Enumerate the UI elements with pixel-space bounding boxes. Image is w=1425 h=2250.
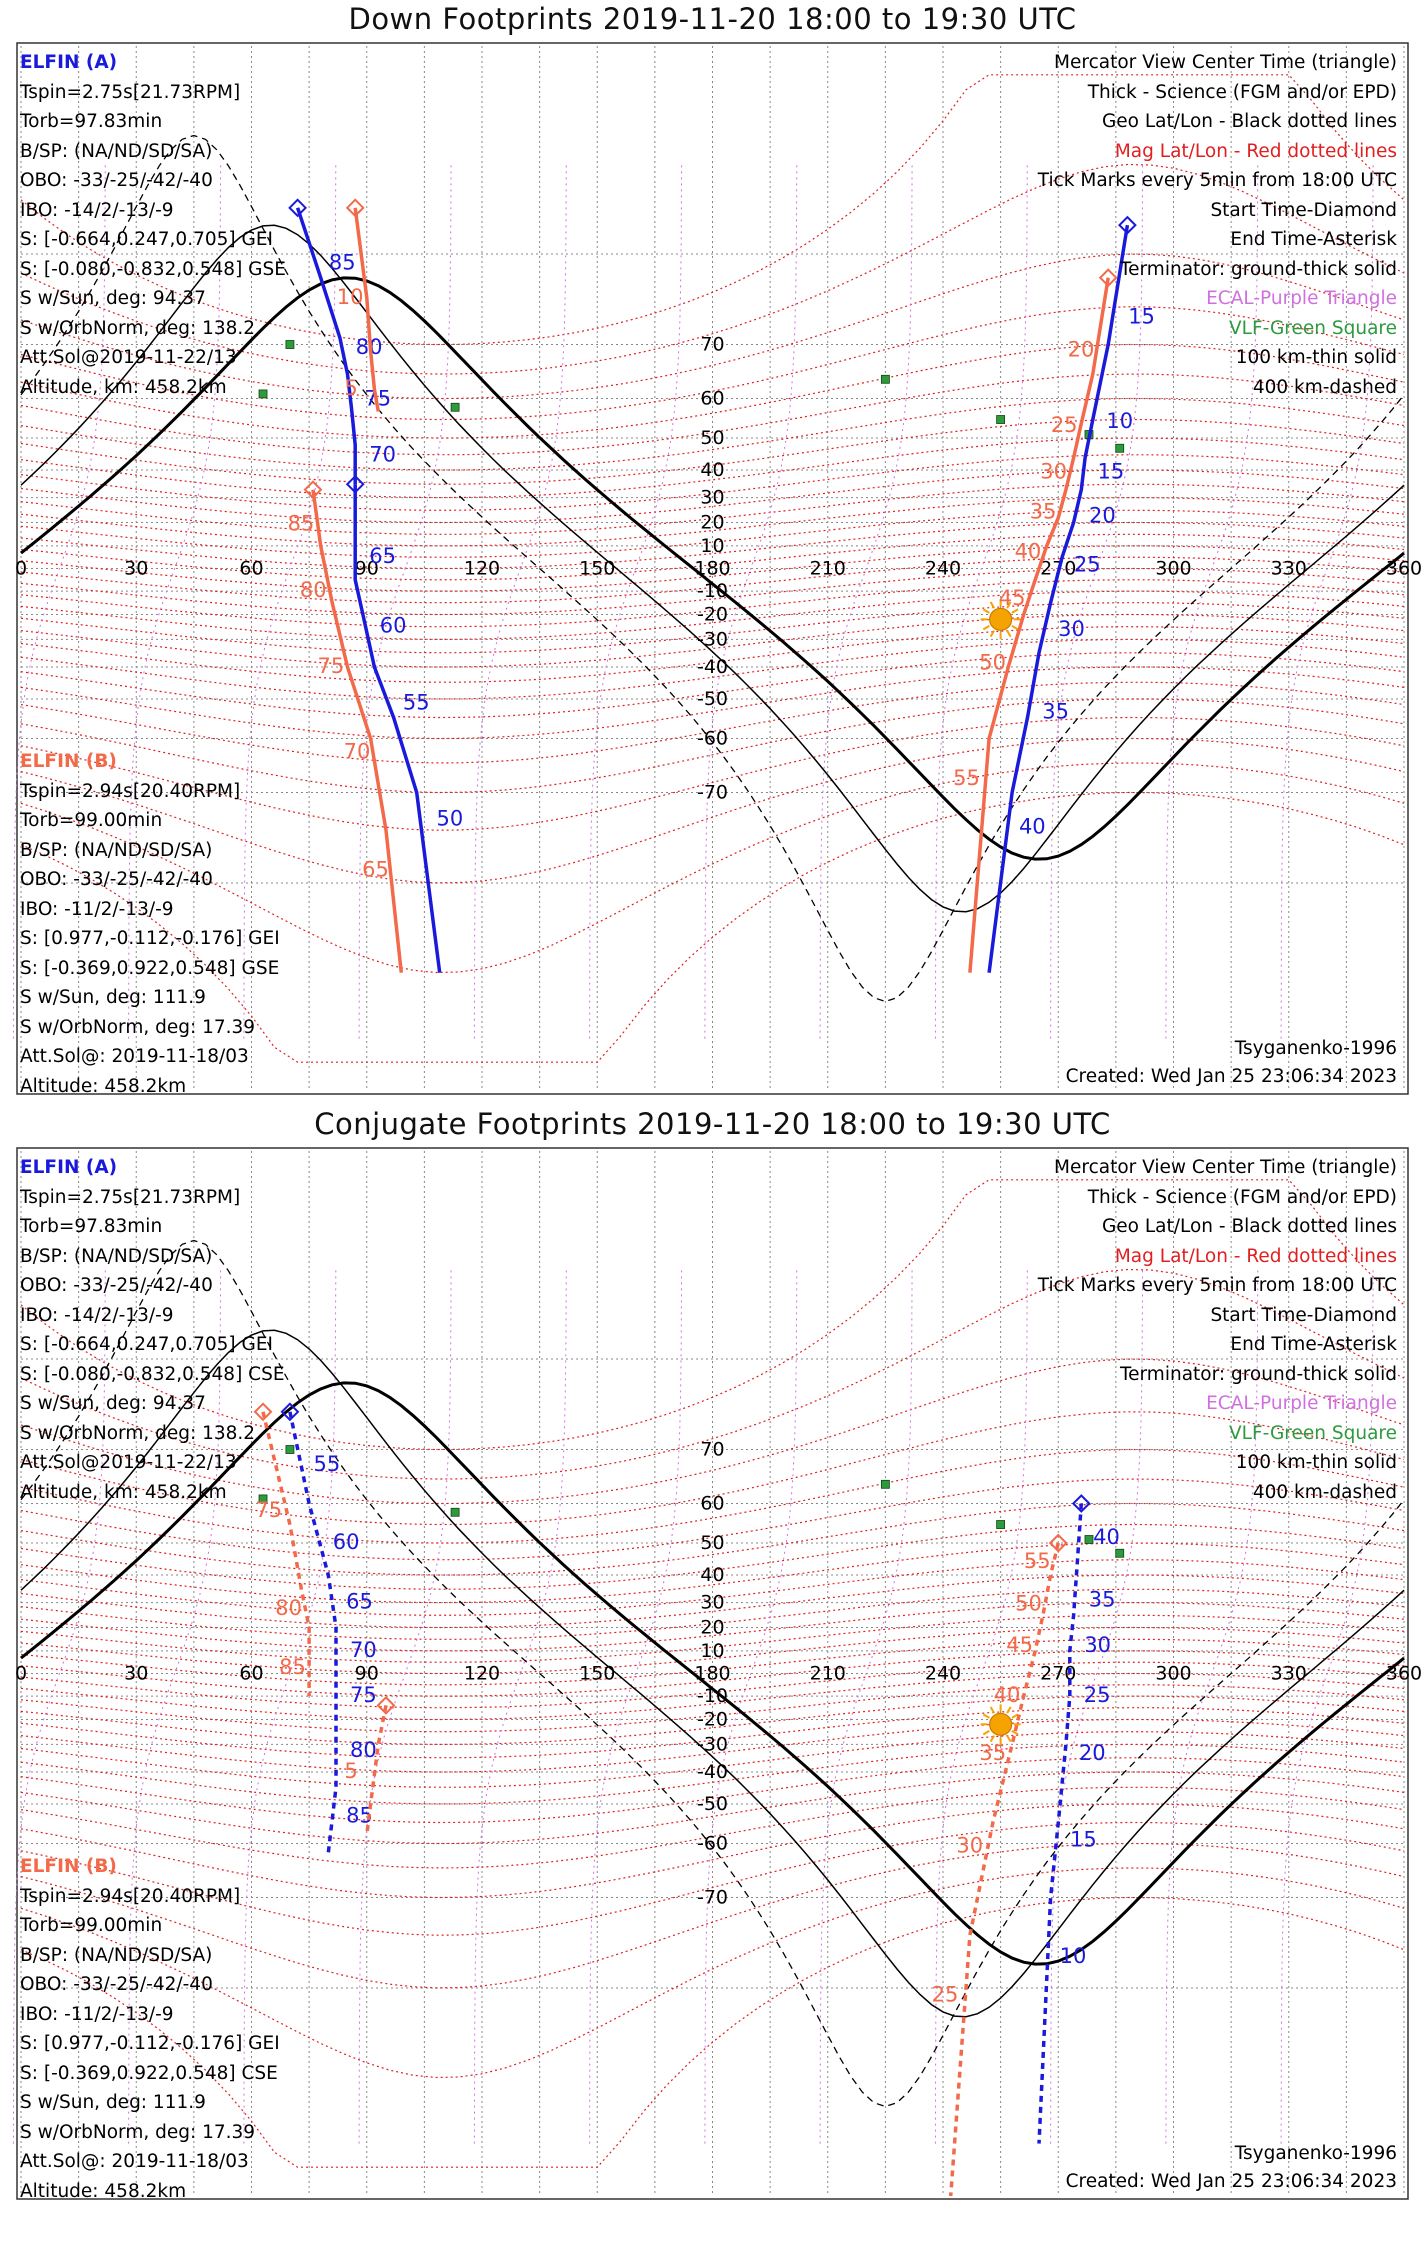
elfin-a-s-orb: S w/OrbNorm, deg: 138.2 <box>20 317 256 339</box>
tick-time-label: 35 <box>1029 499 1057 524</box>
elfin-a-s-gse: S: [-0.080,-0.832,0.548] GSE <box>20 258 286 280</box>
tick-time-label: 55 <box>953 765 980 790</box>
elfin-a-tspin: Tspin=2.75s[21.73RPM] <box>20 81 241 103</box>
x-tick-label: 120 <box>463 1662 501 1685</box>
elfin-b-s-orb: S w/OrbNorm, deg: 17.39 <box>20 2121 256 2143</box>
vlf-station-marker <box>451 1508 459 1516</box>
x-tick-label: 210 <box>809 1662 846 1685</box>
elfin-b-obo: OBO: -33/-25/-42/-40 <box>20 1974 213 1995</box>
elfin-a-bsp: B/SP: (NA/ND/SD/SA) <box>20 140 213 162</box>
elfin-a-obo: OBO: -33/-25/-42/-40 <box>20 1275 213 1296</box>
y-tick-label: -40 <box>696 1760 729 1783</box>
y-tick-label: -20 <box>696 1708 729 1731</box>
y-tick-label: -60 <box>696 1832 729 1855</box>
y-tick-label: 30 <box>700 486 725 509</box>
tick-time-label: 50 <box>436 806 464 831</box>
sun-disc <box>990 1713 1012 1735</box>
legend-science: Thick - Science (FGM and/or EPD) <box>1087 1186 1397 1208</box>
y-tick-label: 70 <box>700 333 725 356</box>
elfin-b-s-gse: S: [-0.369,0.922,0.548] GSE <box>20 957 280 979</box>
elfin-b-alt: Altitude: 458.2km <box>20 1075 187 1097</box>
x-tick-label: 90 <box>354 1662 379 1685</box>
tick-time-label: 40 <box>993 1683 1021 1708</box>
y-tick-label: -60 <box>696 727 729 750</box>
x-tick-label: 0 <box>14 557 28 580</box>
legend-view-center: Mercator View Center Time (triangle) <box>1054 1157 1397 1178</box>
tick-time-label: 70 <box>343 739 371 764</box>
created-label: Created: Wed Jan 25 23:06:34 2023 <box>1065 1066 1397 1087</box>
legend-science: Thick - Science (FGM and/or EPD) <box>1087 81 1397 103</box>
y-tick-label: -70 <box>696 781 729 804</box>
sun-disc <box>990 608 1012 630</box>
tick-time-label: 55 <box>402 690 430 715</box>
model-label: Tsyganenko-1996 <box>1234 2143 1397 2164</box>
elfin-a-att: Att.Sol@2019-11-22/13 <box>20 1452 237 1473</box>
y-tick-label: 40 <box>700 459 725 482</box>
vlf-station-marker <box>451 403 459 411</box>
tick-time-label: 85 <box>346 1803 373 1828</box>
x-tick-label: 30 <box>124 1662 149 1685</box>
elfin-b-tspin: Tspin=2.94s[20.40RPM] <box>20 1885 241 1907</box>
y-tick-label: 10 <box>700 534 725 557</box>
legend-ecal: ECAL-Purple Triangle <box>1206 288 1397 309</box>
tick-time-label: 35 <box>1042 699 1069 724</box>
elfin-a-ibo: IBO: -14/2/-13/-9 <box>20 199 174 221</box>
y-tick-label: 20 <box>700 1616 725 1639</box>
elfin-b-ibo: IBO: -11/2/-13/-9 <box>20 2003 174 2025</box>
x-tick-label: 120 <box>463 557 501 580</box>
elfin-a-s-gei: S: [-0.664,0.247,0.705] GEI <box>20 1334 273 1355</box>
vlf-station-marker <box>286 1446 294 1454</box>
elfin-b-att: Att.Sol@: 2019-11-18/03 <box>20 2151 249 2172</box>
tick-time-label: 45 <box>998 586 1026 611</box>
elfin-a-alt: Altitude, km: 458.2km <box>20 376 227 398</box>
x-tick-label: 210 <box>809 557 846 580</box>
elfin-a-label: ELFIN (A) <box>20 52 118 73</box>
tick-time-label: 55 <box>313 1452 341 1477</box>
elfin-b-alt: Altitude: 458.2km <box>20 2180 187 2202</box>
y-tick-label: -20 <box>696 603 729 626</box>
x-tick-label: 300 <box>1155 1662 1192 1685</box>
legend-view-center: Mercator View Center Time (triangle) <box>1054 52 1397 73</box>
tick-time-label: 35 <box>979 1740 1007 1765</box>
tick-time-label: 20 <box>1089 503 1116 528</box>
legend-vlf: VLF-Green Square <box>1229 1422 1397 1444</box>
tick-time-label: 75 <box>364 386 392 411</box>
legend-tick: Tick Marks every 5min from 18:00 UTC <box>1037 170 1397 191</box>
tick-time-label: 80 <box>299 578 327 603</box>
x-tick-label: 150 <box>579 1662 616 1685</box>
tick-time-label: 20 <box>1078 1740 1106 1765</box>
elfin-a-label: ELFIN (A) <box>20 1157 118 1178</box>
elfin-b-obo: OBO: -33/-25/-42/-40 <box>20 869 213 890</box>
elfin-a-torb: Torb=97.83min <box>20 111 163 132</box>
legend-terminator: Terminator: ground-thick solid <box>1119 1363 1397 1385</box>
x-tick-label: 0 <box>14 1662 28 1685</box>
elfin-a-bsp: B/SP: (NA/ND/SD/SA) <box>20 1245 213 1267</box>
tick-time-label: 80 <box>355 334 383 359</box>
vlf-station-marker <box>1116 444 1124 452</box>
elfin-b-bsp: B/SP: (NA/ND/SD/SA) <box>20 1944 213 1966</box>
down-footprints-title: Down Footprints 2019-11-20 18:00 to 19:30 UTC <box>348 2 1077 36</box>
tick-time-label: 30 <box>1040 459 1067 484</box>
legend-terminator: Terminator: ground-thick solid <box>1119 258 1397 280</box>
y-tick-label: 50 <box>700 1532 725 1555</box>
y-tick-label: -50 <box>696 687 729 710</box>
legend-100km: 100 km-thin solid <box>1235 1452 1397 1473</box>
tick-time-label: 85 <box>279 1654 306 1679</box>
created-label: Created: Wed Jan 25 23:06:34 2023 <box>1065 2171 1397 2192</box>
legend-mag: Mag Lat/Lon - Red dotted lines <box>1114 1245 1397 1267</box>
elfin-b-tspin: Tspin=2.94s[20.40RPM] <box>20 780 241 802</box>
elfin-b-info <box>20 747 280 1101</box>
x-tick-label: 360 <box>1385 1662 1423 1685</box>
y-tick-label: 70 <box>700 1438 725 1461</box>
tick-time-label: 25 <box>1083 1683 1111 1708</box>
y-tick-label: 60 <box>700 1492 725 1515</box>
y-tick-label: -50 <box>696 1792 729 1815</box>
tick-time-label: 65 <box>346 1589 373 1614</box>
elfin-b-torb: Torb=99.00min <box>20 1915 163 1936</box>
elfin-a-alt: Altitude, km: 458.2km <box>20 1481 227 1503</box>
y-tick-label: 40 <box>700 1564 725 1587</box>
legend-vlf: VLF-Green Square <box>1229 317 1397 339</box>
tick-time-label: 60 <box>332 1530 360 1555</box>
tick-time-label: 40 <box>1014 539 1042 564</box>
tick-time-label: 10 <box>1059 1943 1087 1968</box>
tick-time-label: 10 <box>1106 409 1134 434</box>
elfin-b-label: ELFIN (B) <box>20 751 117 772</box>
elfin-a-s-gei: S: [-0.664,0.247,0.705] GEI <box>20 229 273 250</box>
x-tick-label: 240 <box>924 1662 962 1685</box>
legend-start: Start Time-Diamond <box>1210 1304 1397 1326</box>
legend-tick: Tick Marks every 5min from 18:00 UTC <box>1037 1275 1397 1296</box>
elfin-a-ibo: IBO: -14/2/-13/-9 <box>20 1304 174 1326</box>
elfin-a-info <box>20 48 286 402</box>
tick-time-label: 45 <box>1006 1632 1034 1657</box>
vlf-station-marker <box>1116 1549 1124 1557</box>
elfin-a-info <box>20 1153 285 1507</box>
y-tick-label: 20 <box>700 511 725 534</box>
tick-time-label: 15 <box>1070 1827 1097 1852</box>
legend-400km: 400 km-dashed <box>1252 1481 1397 1503</box>
tick-time-label: 80 <box>350 1737 377 1762</box>
y-tick-label: -10 <box>696 580 729 603</box>
y-tick-label: 50 <box>700 427 725 450</box>
elfin-b-torb: Torb=99.00min <box>20 810 163 831</box>
elfin-a-torb: Torb=97.83min <box>20 1216 163 1237</box>
tick-time-label: 65 <box>369 544 396 569</box>
tick-time-label: 75 <box>255 1497 283 1522</box>
tick-time-label: 70 <box>369 442 396 467</box>
tick-time-label: 70 <box>350 1637 377 1662</box>
tick-time-label: 5 <box>344 376 358 401</box>
y-tick-label: -30 <box>696 628 729 651</box>
elfin-a-s-gse: S: [-0.080,-0.832,0.548] CSE <box>20 1363 285 1385</box>
tick-time-label: 75 <box>317 653 345 678</box>
tick-time-label: 40 <box>1093 1524 1120 1549</box>
tick-time-label: 35 <box>1088 1587 1116 1612</box>
tick-time-label: 40 <box>1018 814 1046 839</box>
tick-time-label: 25 <box>1073 552 1101 577</box>
tick-time-label: 65 <box>362 857 389 882</box>
tick-time-label: 80 <box>275 1596 303 1621</box>
vlf-station-marker <box>997 416 1005 424</box>
tick-time-label: 50 <box>1015 1591 1042 1616</box>
legend-geo: Geo Lat/Lon - Black dotted lines <box>1101 111 1397 132</box>
legend-geo: Geo Lat/Lon - Black dotted lines <box>1101 1216 1397 1237</box>
elfin-b-label: ELFIN (B) <box>20 1856 117 1877</box>
y-tick-label: -40 <box>696 655 729 678</box>
y-tick-label: 60 <box>700 387 725 410</box>
tick-time-label: 85 <box>287 511 315 536</box>
x-tick-label: 330 <box>1270 1662 1307 1685</box>
map-legend <box>1038 1153 1397 1507</box>
legend-ecal: ECAL-Purple Triangle <box>1206 1393 1397 1414</box>
elfin-a-obo: OBO: -33/-25/-42/-40 <box>20 170 213 191</box>
x-tick-label: 150 <box>579 557 616 580</box>
vlf-station-marker <box>997 1521 1005 1529</box>
tick-time-label: 15 <box>1128 304 1155 329</box>
elfin-b-att: Att.Sol@: 2019-11-18/03 <box>20 1046 249 1067</box>
elfin-a-s-sun: S w/Sun, deg: 94.37 <box>20 1393 206 1414</box>
elfin-b-ibo: IBO: -11/2/-13/-9 <box>20 898 174 920</box>
elfin-a-s-sun: S w/Sun, deg: 94.37 <box>20 288 206 309</box>
legend-100km: 100 km-thin solid <box>1235 347 1397 368</box>
tick-time-label: 10 <box>336 284 364 309</box>
y-tick-label: -70 <box>696 1886 729 1909</box>
elfin-b-s-gei: S: [0.977,-0.112,-0.176] GEI <box>20 2033 280 2054</box>
legend-mag: Mag Lat/Lon - Red dotted lines <box>1114 140 1397 162</box>
tick-time-label: 25 <box>931 1982 959 2007</box>
tick-time-label: 20 <box>1067 337 1095 362</box>
elfin-b-s-orb: S w/OrbNorm, deg: 17.39 <box>20 1016 256 1038</box>
x-tick-label: 180 <box>694 1662 731 1685</box>
x-tick-label: 300 <box>1155 557 1192 580</box>
tick-time-label: 30 <box>1084 1632 1112 1657</box>
tick-time-label: 85 <box>328 250 356 275</box>
elfin-b-s-gse: S: [-0.369,0.922,0.548] CSE <box>20 2062 278 2084</box>
x-tick-label: 90 <box>354 557 379 580</box>
x-tick-label: 240 <box>924 557 962 580</box>
tick-time-label: 50 <box>979 650 1007 675</box>
x-tick-label: 330 <box>1270 557 1307 580</box>
tick-time-label: 25 <box>1050 412 1078 437</box>
legend-start: Start Time-Diamond <box>1210 199 1397 221</box>
y-tick-label: -10 <box>696 1685 729 1708</box>
conjugate-footprints-panel <box>14 1147 1423 2202</box>
down-footprints-panel <box>14 42 1423 1097</box>
legend-400km: 400 km-dashed <box>1252 376 1397 398</box>
y-tick-label: -30 <box>696 1733 729 1756</box>
legend-end: End Time-Asterisk <box>1230 229 1397 250</box>
x-tick-label: 270 <box>1040 557 1077 580</box>
legend-end: End Time-Asterisk <box>1230 1334 1397 1355</box>
elfin-b-bsp: B/SP: (NA/ND/SD/SA) <box>20 839 213 861</box>
x-tick-label: 270 <box>1040 1662 1077 1685</box>
tick-time-label: 30 <box>956 1833 984 1858</box>
vlf-station-marker <box>881 375 889 383</box>
tick-time-label: 60 <box>379 613 407 638</box>
y-tick-label: 30 <box>700 1591 725 1614</box>
tick-time-label: 5 <box>344 1758 358 1783</box>
vlf-station-marker <box>286 341 294 349</box>
elfin-b-s-sun: S w/Sun, deg: 111.9 <box>20 2092 206 2113</box>
map-legend <box>1038 48 1397 402</box>
elfin-a-s-orb: S w/OrbNorm, deg: 138.2 <box>20 1422 256 1444</box>
vlf-station-marker <box>1085 1536 1093 1544</box>
x-tick-label: 60 <box>239 1662 264 1685</box>
conjugate-footprints-title: Conjugate Footprints 2019-11-20 18:00 to 19:30 UTC <box>314 1107 1111 1141</box>
tick-time-label: 75 <box>350 1683 377 1708</box>
y-tick-label: 10 <box>700 1639 725 1662</box>
model-label: Tsyganenko-1996 <box>1234 1038 1397 1059</box>
x-tick-label: 30 <box>124 557 149 580</box>
elfin-a-tspin: Tspin=2.75s[21.73RPM] <box>20 1186 241 1208</box>
elfin-b-s-gei: S: [0.977,-0.112,-0.176] GEI <box>20 928 280 949</box>
tick-time-label: 30 <box>1058 616 1085 641</box>
elfin-b-s-sun: S w/Sun, deg: 111.9 <box>20 987 206 1008</box>
tick-time-label: 55 <box>1023 1549 1051 1574</box>
vlf-station-marker <box>881 1480 889 1488</box>
elfin-a-att: Att.Sol@2019-11-22/13 <box>20 347 237 368</box>
x-tick-label: 60 <box>239 557 264 580</box>
tick-time-label: 15 <box>1097 459 1125 484</box>
x-tick-label: 360 <box>1385 557 1423 580</box>
x-tick-label: 180 <box>694 557 731 580</box>
elfin-b-info <box>20 1852 280 2206</box>
